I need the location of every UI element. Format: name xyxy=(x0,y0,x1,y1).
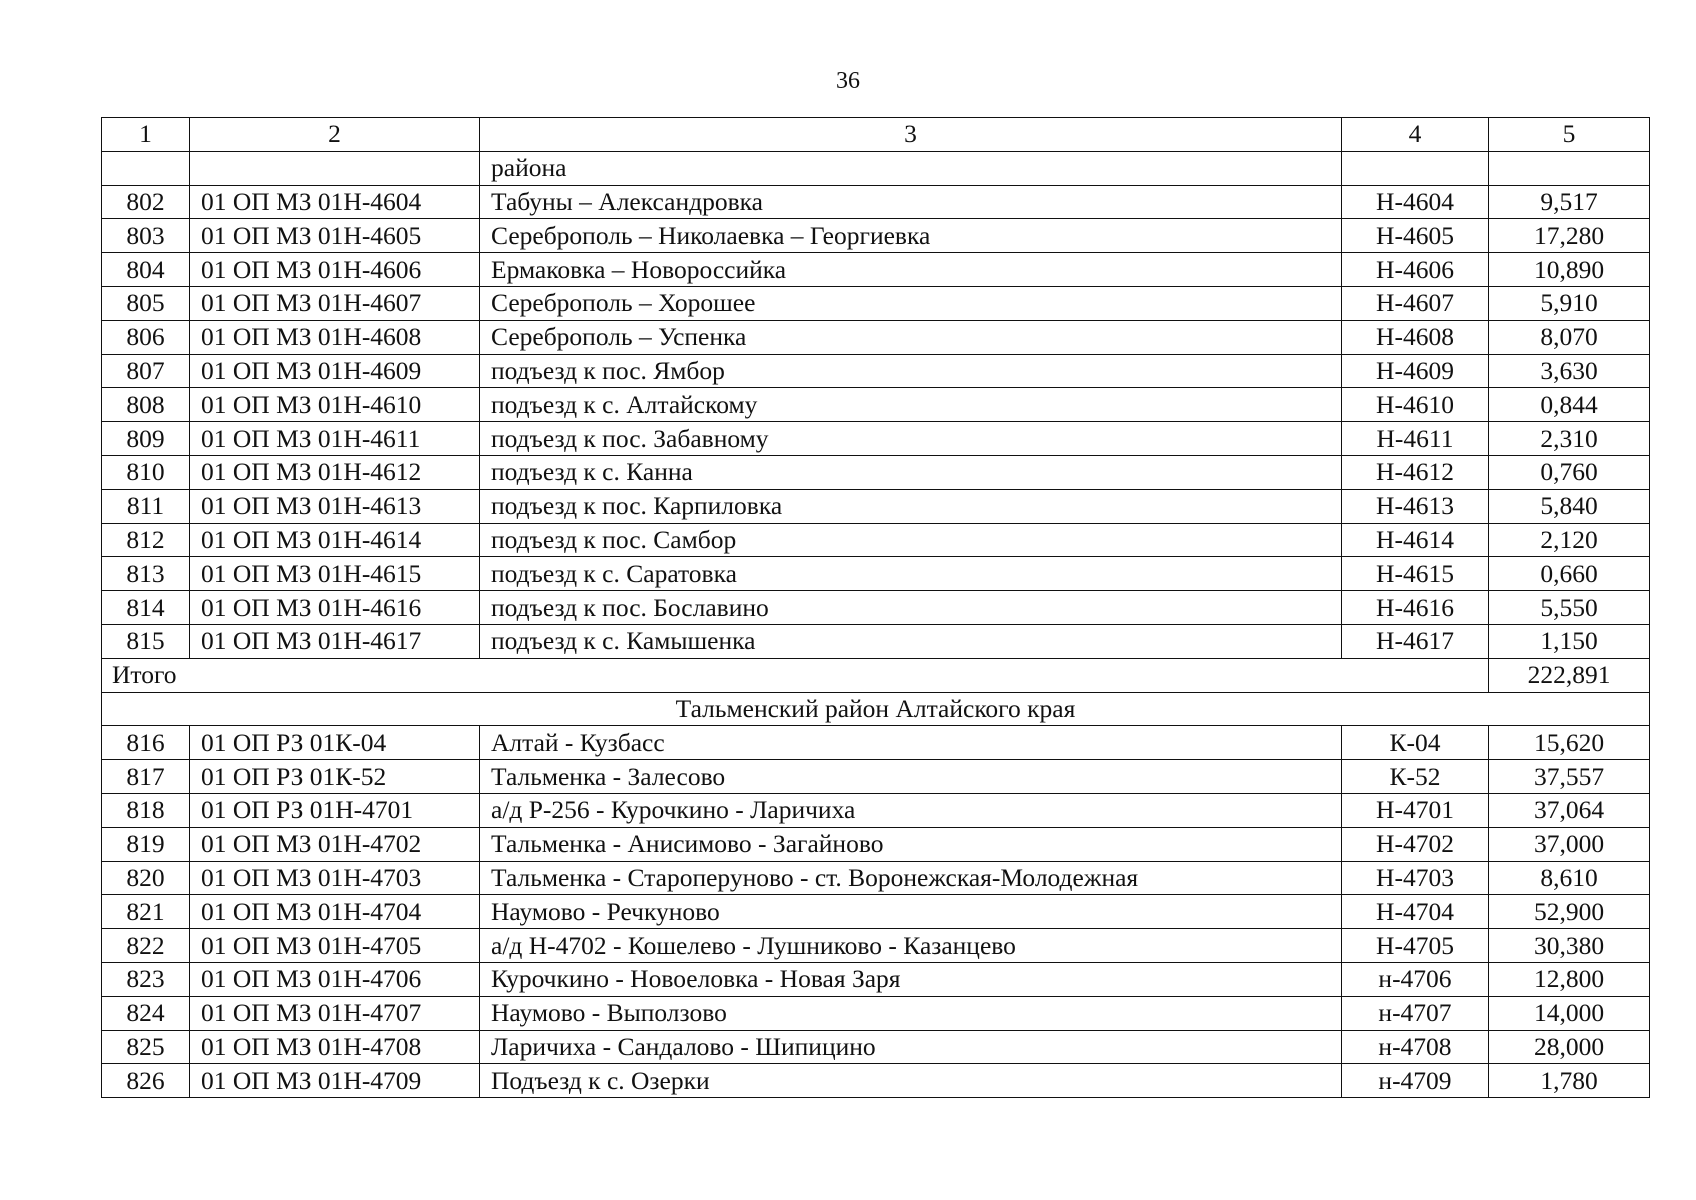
table-row xyxy=(102,827,1650,861)
table-row xyxy=(102,861,1650,895)
road-name-cell: подъезд к с. Саратовка xyxy=(480,557,1342,591)
road-id-cell: 01 ОП МЗ 01Н-4614 xyxy=(190,523,480,557)
row-number-cell: 809 xyxy=(102,422,190,456)
table-row xyxy=(102,624,1650,658)
road-index-cell: Н-4617 xyxy=(1342,624,1489,658)
row-number-cell: 806 xyxy=(102,320,190,354)
table-row xyxy=(102,489,1650,523)
table-row xyxy=(102,793,1650,827)
road-index-cell: Н-4705 xyxy=(1342,929,1489,963)
road-id-cell: 01 ОП МЗ 01Н-4610 xyxy=(190,388,480,422)
row-number-cell: 808 xyxy=(102,388,190,422)
road-name-cell: Ларичиха - Сандалово - Шипицино xyxy=(480,1030,1342,1064)
road-length-cell: 3,630 xyxy=(1489,354,1650,388)
road-registry-table xyxy=(101,117,1650,1098)
road-length-cell xyxy=(1489,151,1650,185)
road-id-cell: 01 ОП МЗ 01Н-4702 xyxy=(190,827,480,861)
row-number-cell: 818 xyxy=(102,793,190,827)
row-number-cell: 813 xyxy=(102,557,190,591)
total-row xyxy=(102,658,1650,692)
road-length-cell: 9,517 xyxy=(1489,185,1650,219)
road-id-cell: 01 ОП МЗ 01Н-4606 xyxy=(190,253,480,287)
road-id-cell: 01 ОП МЗ 01Н-4617 xyxy=(190,624,480,658)
row-number-cell: 816 xyxy=(102,726,190,760)
road-id-cell: 01 ОП МЗ 01Н-4612 xyxy=(190,455,480,489)
road-name-cell: Ермаковка – Новороссийка xyxy=(480,253,1342,287)
road-index-cell: Н-4605 xyxy=(1342,219,1489,253)
road-name-cell: района xyxy=(480,151,1342,185)
road-length-cell: 17,280 xyxy=(1489,219,1650,253)
road-length-cell: 0,660 xyxy=(1489,557,1650,591)
road-index-cell: Н-4606 xyxy=(1342,253,1489,287)
road-name-cell: Подъезд к с. Озерки xyxy=(480,1064,1342,1098)
road-name-cell: подъезд к пос. Самбор xyxy=(480,523,1342,557)
table-row xyxy=(102,388,1650,422)
road-length-cell: 28,000 xyxy=(1489,1030,1650,1064)
table-row xyxy=(102,1064,1650,1098)
table-row xyxy=(102,962,1650,996)
continuation-row xyxy=(102,151,1650,185)
road-index-cell: н-4708 xyxy=(1342,1030,1489,1064)
row-number-cell: 823 xyxy=(102,962,190,996)
road-index-cell: Н-4704 xyxy=(1342,895,1489,929)
road-index-cell xyxy=(1342,151,1489,185)
row-number-cell: 802 xyxy=(102,185,190,219)
road-name-cell: подъезд к пос. Бославино xyxy=(480,591,1342,625)
table-row xyxy=(102,354,1650,388)
page-number: 36 xyxy=(836,68,860,94)
road-id-cell: 01 ОП МЗ 01Н-4616 xyxy=(190,591,480,625)
road-length-cell: 1,780 xyxy=(1489,1064,1650,1098)
table-row xyxy=(102,591,1650,625)
road-length-cell: 5,840 xyxy=(1489,489,1650,523)
column-number-row xyxy=(102,118,1650,152)
road-length-cell: 10,890 xyxy=(1489,253,1650,287)
road-id-cell: 01 ОП МЗ 01Н-4709 xyxy=(190,1064,480,1098)
road-id-cell: 01 ОП МЗ 01Н-4703 xyxy=(190,861,480,895)
road-name-cell: подъезд к с. Канна xyxy=(480,455,1342,489)
row-number-cell: 817 xyxy=(102,760,190,794)
road-index-cell: Н-4609 xyxy=(1342,354,1489,388)
total-value: 222,891 xyxy=(1489,658,1650,692)
table-row xyxy=(102,929,1650,963)
road-name-cell: Табуны – Александровка xyxy=(480,185,1342,219)
road-length-cell: 5,910 xyxy=(1489,286,1650,320)
road-id-cell: 01 ОП МЗ 01Н-4706 xyxy=(190,962,480,996)
row-number-cell: 822 xyxy=(102,929,190,963)
section-title: Тальменский район Алтайского края xyxy=(102,692,1650,726)
road-length-cell: 2,310 xyxy=(1489,422,1650,456)
road-length-cell: 0,844 xyxy=(1489,388,1650,422)
row-number-cell: 805 xyxy=(102,286,190,320)
table-row xyxy=(102,253,1650,287)
road-name-cell: подъезд к пос. Забавному xyxy=(480,422,1342,456)
road-name-cell: Наумово - Выползово xyxy=(480,996,1342,1030)
road-id-cell: 01 ОП МЗ 01Н-4604 xyxy=(190,185,480,219)
road-index-cell: Н-4613 xyxy=(1342,489,1489,523)
road-id-cell: 01 ОП МЗ 01Н-4607 xyxy=(190,286,480,320)
road-name-cell: подъезд к пос. Ямбор xyxy=(480,354,1342,388)
row-number-cell: 826 xyxy=(102,1064,190,1098)
road-index-cell: н-4709 xyxy=(1342,1064,1489,1098)
section-row xyxy=(102,692,1650,726)
row-number-cell: 820 xyxy=(102,861,190,895)
road-length-cell: 52,900 xyxy=(1489,895,1650,929)
road-length-cell: 12,800 xyxy=(1489,962,1650,996)
road-index-cell: Н-4702 xyxy=(1342,827,1489,861)
road-length-cell: 37,000 xyxy=(1489,827,1650,861)
row-number-cell: 821 xyxy=(102,895,190,929)
road-name-cell: Тальменка - Староперуново - ст. Воронежская-Молодежная xyxy=(480,861,1342,895)
road-index-cell: н-4706 xyxy=(1342,962,1489,996)
total-label: Итого xyxy=(102,658,1489,692)
road-index-cell: Н-4611 xyxy=(1342,422,1489,456)
road-length-cell: 30,380 xyxy=(1489,929,1650,963)
row-number-cell: 804 xyxy=(102,253,190,287)
road-length-cell: 14,000 xyxy=(1489,996,1650,1030)
table-row xyxy=(102,219,1650,253)
road-id-cell: 01 ОП МЗ 01Н-4613 xyxy=(190,489,480,523)
road-index-cell: К-52 xyxy=(1342,760,1489,794)
road-name-cell: Алтай - Кузбасс xyxy=(480,726,1342,760)
road-name-cell: Тальменка - Залесово xyxy=(480,760,1342,794)
road-length-cell: 37,557 xyxy=(1489,760,1650,794)
road-index-cell: Н-4703 xyxy=(1342,861,1489,895)
road-index-cell: Н-4615 xyxy=(1342,557,1489,591)
road-length-cell: 2,120 xyxy=(1489,523,1650,557)
road-id-cell: 01 ОП РЗ 01К-52 xyxy=(190,760,480,794)
road-id-cell: 01 ОП МЗ 01Н-4707 xyxy=(190,996,480,1030)
road-id-cell: 01 ОП МЗ 01Н-4608 xyxy=(190,320,480,354)
road-index-cell: Н-4608 xyxy=(1342,320,1489,354)
row-number-cell: 814 xyxy=(102,591,190,625)
road-index-cell: н-4707 xyxy=(1342,996,1489,1030)
row-number-cell xyxy=(102,151,190,185)
road-name-cell: Тальменка - Анисимово - Загайново xyxy=(480,827,1342,861)
road-length-cell: 8,610 xyxy=(1489,861,1650,895)
road-id-cell: 01 ОП МЗ 01Н-4611 xyxy=(190,422,480,456)
table-row xyxy=(102,726,1650,760)
road-length-cell: 0,760 xyxy=(1489,455,1650,489)
road-length-cell: 8,070 xyxy=(1489,320,1650,354)
table-row xyxy=(102,455,1650,489)
road-length-cell: 15,620 xyxy=(1489,726,1650,760)
row-number-cell: 815 xyxy=(102,624,190,658)
road-id-cell: 01 ОП МЗ 01Н-4704 xyxy=(190,895,480,929)
row-number-cell: 803 xyxy=(102,219,190,253)
road-index-cell: Н-4701 xyxy=(1342,793,1489,827)
table-row xyxy=(102,895,1650,929)
row-number-cell: 812 xyxy=(102,523,190,557)
road-index-cell: Н-4614 xyxy=(1342,523,1489,557)
column-number: 5 xyxy=(1489,118,1650,152)
road-id-cell: 01 ОП МЗ 01Н-4705 xyxy=(190,929,480,963)
road-length-cell: 5,550 xyxy=(1489,591,1650,625)
road-id-cell: 01 ОП МЗ 01Н-4605 xyxy=(190,219,480,253)
road-index-cell: Н-4607 xyxy=(1342,286,1489,320)
row-number-cell: 811 xyxy=(102,489,190,523)
column-number: 3 xyxy=(480,118,1342,152)
road-index-cell: Н-4612 xyxy=(1342,455,1489,489)
road-name-cell: а/д Н-4702 - Кошелево - Лушниково - Казанцево xyxy=(480,929,1342,963)
row-number-cell: 810 xyxy=(102,455,190,489)
road-length-cell: 1,150 xyxy=(1489,624,1650,658)
road-id-cell: 01 ОП МЗ 01Н-4609 xyxy=(190,354,480,388)
road-name-cell: Сереброполь – Николаевка – Георгиевка xyxy=(480,219,1342,253)
row-number-cell: 807 xyxy=(102,354,190,388)
road-name-cell: а/д Р-256 - Курочкино - Ларичиха xyxy=(480,793,1342,827)
road-index-cell: Н-4604 xyxy=(1342,185,1489,219)
road-name-cell: подъезд к с. Камышенка xyxy=(480,624,1342,658)
table-row xyxy=(102,996,1650,1030)
road-name-cell: Курочкино - Новоеловка - Новая Заря xyxy=(480,962,1342,996)
column-number: 4 xyxy=(1342,118,1489,152)
table-row xyxy=(102,185,1650,219)
road-name-cell: подъезд к пос. Карпиловка xyxy=(480,489,1342,523)
table-row xyxy=(102,286,1650,320)
road-id-cell: 01 ОП РЗ 01К-04 xyxy=(190,726,480,760)
road-id-cell: 01 ОП РЗ 01Н-4701 xyxy=(190,793,480,827)
road-name-cell: Сереброполь – Успенка xyxy=(480,320,1342,354)
road-id-cell: 01 ОП МЗ 01Н-4615 xyxy=(190,557,480,591)
road-index-cell: Н-4610 xyxy=(1342,388,1489,422)
table-row xyxy=(102,523,1650,557)
table-row xyxy=(102,1030,1650,1064)
row-number-cell: 825 xyxy=(102,1030,190,1064)
road-length-cell: 37,064 xyxy=(1489,793,1650,827)
row-number-cell: 819 xyxy=(102,827,190,861)
table-row xyxy=(102,760,1650,794)
table-row xyxy=(102,422,1650,456)
table-row xyxy=(102,557,1650,591)
road-index-cell: Н-4616 xyxy=(1342,591,1489,625)
row-number-cell: 824 xyxy=(102,996,190,1030)
road-id-cell: 01 ОП МЗ 01Н-4708 xyxy=(190,1030,480,1064)
table-row xyxy=(102,320,1650,354)
road-index-cell: К-04 xyxy=(1342,726,1489,760)
road-name-cell: Наумово - Речкуново xyxy=(480,895,1342,929)
road-name-cell: Сереброполь – Хорошее xyxy=(480,286,1342,320)
column-number: 2 xyxy=(190,118,480,152)
column-number: 1 xyxy=(102,118,190,152)
road-id-cell xyxy=(190,151,480,185)
road-name-cell: подъезд к с. Алтайскому xyxy=(480,388,1342,422)
